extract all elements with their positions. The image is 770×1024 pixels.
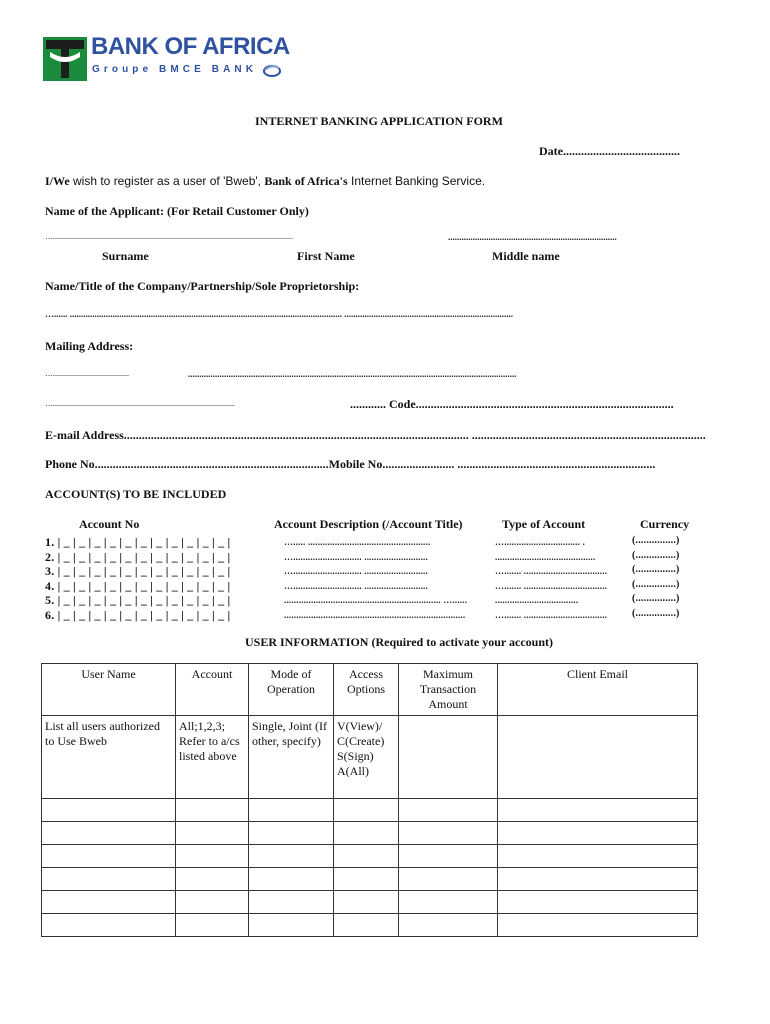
table-cell[interactable]: [42, 891, 176, 914]
user-info-heading: USER INFORMATION (Required to activate your account): [245, 635, 553, 649]
table-cell[interactable]: [399, 845, 498, 868]
account-number-field[interactable]: 2. | _ | _ | _ | _ | _ | _ | _ | _ | _ | _ | _ |: [45, 549, 231, 564]
col-description: Account Description (/Account Title): [274, 517, 463, 531]
bank-name: BANK OF AFRICA: [91, 33, 290, 60]
info-account: All;1,2,3; Refer to a/cs listed above: [176, 716, 249, 799]
mailing-field-1[interactable]: …......................................: [45, 369, 129, 378]
group-name: Groupe BMCE BANK: [92, 64, 258, 75]
info-access: V(View)/ C(Create) S(Sign) A(All): [334, 716, 399, 799]
table-cell[interactable]: [334, 822, 399, 845]
account-type-field[interactable]: …....... ..................................: [495, 566, 608, 577]
table-cell[interactable]: [399, 799, 498, 822]
accounts-heading: ACCOUNT(S) TO BE INCLUDED: [45, 487, 227, 501]
table-cell[interactable]: [334, 891, 399, 914]
table-row: [42, 914, 698, 937]
account-type-field[interactable]: …....... ..................................: [495, 610, 608, 620]
account-currency-field[interactable]: (...............): [632, 549, 680, 561]
table-row: [42, 845, 698, 868]
account-currency-field[interactable]: (...............): [632, 593, 680, 605]
account-number-field[interactable]: 1. | _ | _ | _ | _ | _ | _ | _ | _ | _ | _ | _ |: [45, 535, 231, 549]
table-cell[interactable]: [176, 822, 249, 845]
account-number-field[interactable]: 5. | _ | _ | _ | _ | _ | _ | _ | _ | _ | _ | _ |: [45, 593, 231, 608]
table-cell[interactable]: [42, 822, 176, 845]
col-type: Type of Account: [502, 517, 586, 531]
table-row: [42, 891, 698, 914]
middle-name-field[interactable]: ...........................................................................: [448, 232, 617, 242]
account-number-field[interactable]: 3. | _ | _ | _ | _ | _ | _ | _ | _ | _ | _ | _ |: [45, 564, 231, 579]
date-field[interactable]: Date.......................................: [539, 144, 680, 158]
mailing-field-2[interactable]: ..................................................................................................................................................: [188, 369, 517, 379]
account-type-field[interactable]: …....... ..................................: [495, 580, 608, 591]
table-cell[interactable]: [176, 891, 249, 914]
account-type-field[interactable]: ..................................: [495, 595, 579, 606]
table-cell[interactable]: [498, 845, 698, 868]
account-description-field[interactable]: …............................ ..........................: [284, 580, 428, 591]
table-cell[interactable]: [498, 822, 698, 845]
table-cell[interactable]: [176, 868, 249, 891]
table-cell[interactable]: [399, 868, 498, 891]
table-cell[interactable]: [42, 845, 176, 868]
swirl-icon: [262, 62, 282, 78]
form-title: INTERNET BANKING APPLICATION FORM: [255, 114, 503, 128]
account-description-field[interactable]: ................................................................ …......: [284, 595, 468, 606]
account-number-field[interactable]: 4. | _ | _ | _ | _ | _ | _ | _ | _ | _ | _ | _ |: [45, 578, 231, 593]
header-client-email: Client Email: [498, 664, 698, 716]
account-currency-field[interactable]: (...............): [632, 535, 680, 546]
table-cell[interactable]: [42, 868, 176, 891]
header-mode: Mode of Operation: [249, 664, 334, 716]
account-description-field[interactable]: …............................ ..........................: [284, 566, 428, 577]
account-currency-field[interactable]: (...............): [632, 608, 680, 619]
account-currency-field[interactable]: (...............): [632, 578, 680, 590]
table-cell[interactable]: [249, 891, 334, 914]
table-cell[interactable]: [399, 822, 498, 845]
table-cell[interactable]: [176, 845, 249, 868]
table-cell[interactable]: [42, 799, 176, 822]
table-cell[interactable]: [498, 799, 698, 822]
mailing-field-3[interactable]: …...........................................................................................: [45, 399, 235, 408]
header-max-amount: Maximum Transaction Amount: [399, 664, 498, 716]
first-name-label: First Name: [297, 249, 355, 263]
header-access: Access Options: [334, 664, 399, 716]
user-table: [41, 663, 698, 937]
info-user-name: List all users authorized to Use Bweb: [42, 716, 176, 799]
account-type-field[interactable]: …............................... .: [495, 537, 586, 547]
header-account: Account: [176, 664, 249, 716]
info-mode: Single, Joint (If other, specify): [249, 716, 334, 799]
account-description-field[interactable]: …..... ..................................................: [284, 537, 431, 547]
table-cell[interactable]: [399, 891, 498, 914]
table-cell[interactable]: [176, 914, 249, 937]
table-cell[interactable]: [249, 822, 334, 845]
email-field[interactable]: E-mail Address................................................................................................................... ..............................................................................: [45, 428, 706, 442]
surname-firstname-field[interactable]: …........................................................................................................................: [45, 232, 293, 241]
table-row: [42, 799, 698, 822]
table-cell[interactable]: [249, 845, 334, 868]
intro-iwe: I/We: [45, 174, 70, 188]
account-description-field[interactable]: ..........................................................................: [284, 610, 466, 620]
col-currency: Currency: [640, 517, 690, 531]
intro-text: [45, 174, 485, 189]
table-cell[interactable]: [399, 914, 498, 937]
bank-logo-icon: [43, 37, 87, 81]
mailing-label: Mailing Address:: [45, 339, 134, 353]
table-cell[interactable]: [334, 868, 399, 891]
table-cell[interactable]: [249, 914, 334, 937]
surname-label: Surname: [102, 249, 149, 263]
header-user-name: User Name: [42, 664, 176, 716]
table-cell[interactable]: [498, 914, 698, 937]
table-cell[interactable]: [42, 914, 176, 937]
intro-bank: Bank of Africa's: [264, 174, 348, 188]
user-table-info-row: [42, 716, 698, 799]
info-client-email[interactable]: [498, 716, 698, 799]
intro-text-2: Internet Banking Service.: [347, 174, 486, 188]
postal-code-field[interactable]: ............ Code......................................................................................: [350, 397, 674, 411]
table-cell[interactable]: [334, 914, 399, 937]
col-account-no: Account No: [79, 517, 140, 531]
table-cell[interactable]: [498, 868, 698, 891]
user-table-header: [42, 664, 698, 716]
table-cell[interactable]: [334, 799, 399, 822]
table-cell[interactable]: [176, 799, 249, 822]
info-max-amount[interactable]: [399, 716, 498, 799]
middle-name-label: Middle name: [492, 249, 560, 263]
account-description-field[interactable]: …............................ ..........................: [284, 551, 428, 562]
table-cell[interactable]: [249, 799, 334, 822]
phone-field[interactable]: Phone No..............................................................................Mobile No........................ ..................................................................: [45, 457, 656, 471]
table-row: [42, 868, 698, 891]
applicant-label: Name of the Applicant: (For Retail Customer Only): [45, 204, 309, 218]
table-cell[interactable]: [334, 845, 399, 868]
table-cell[interactable]: [249, 868, 334, 891]
account-type-field[interactable]: .........................................: [495, 551, 596, 562]
account-currency-field[interactable]: (...............): [632, 564, 680, 576]
company-label: Name/Title of the Company/Partnership/Sole Proprietorship:: [45, 279, 360, 293]
account-number-field[interactable]: 6. | _ | _ | _ | _ | _ | _ | _ | _ | _ | _ | _ |: [45, 608, 231, 622]
company-field[interactable]: …...... ......................................................................................................................... ...........................................................................: [45, 309, 513, 319]
intro-text-1: wish to register as a user of 'Bweb',: [69, 174, 265, 188]
table-cell[interactable]: [498, 891, 698, 914]
table-row: [42, 822, 698, 845]
